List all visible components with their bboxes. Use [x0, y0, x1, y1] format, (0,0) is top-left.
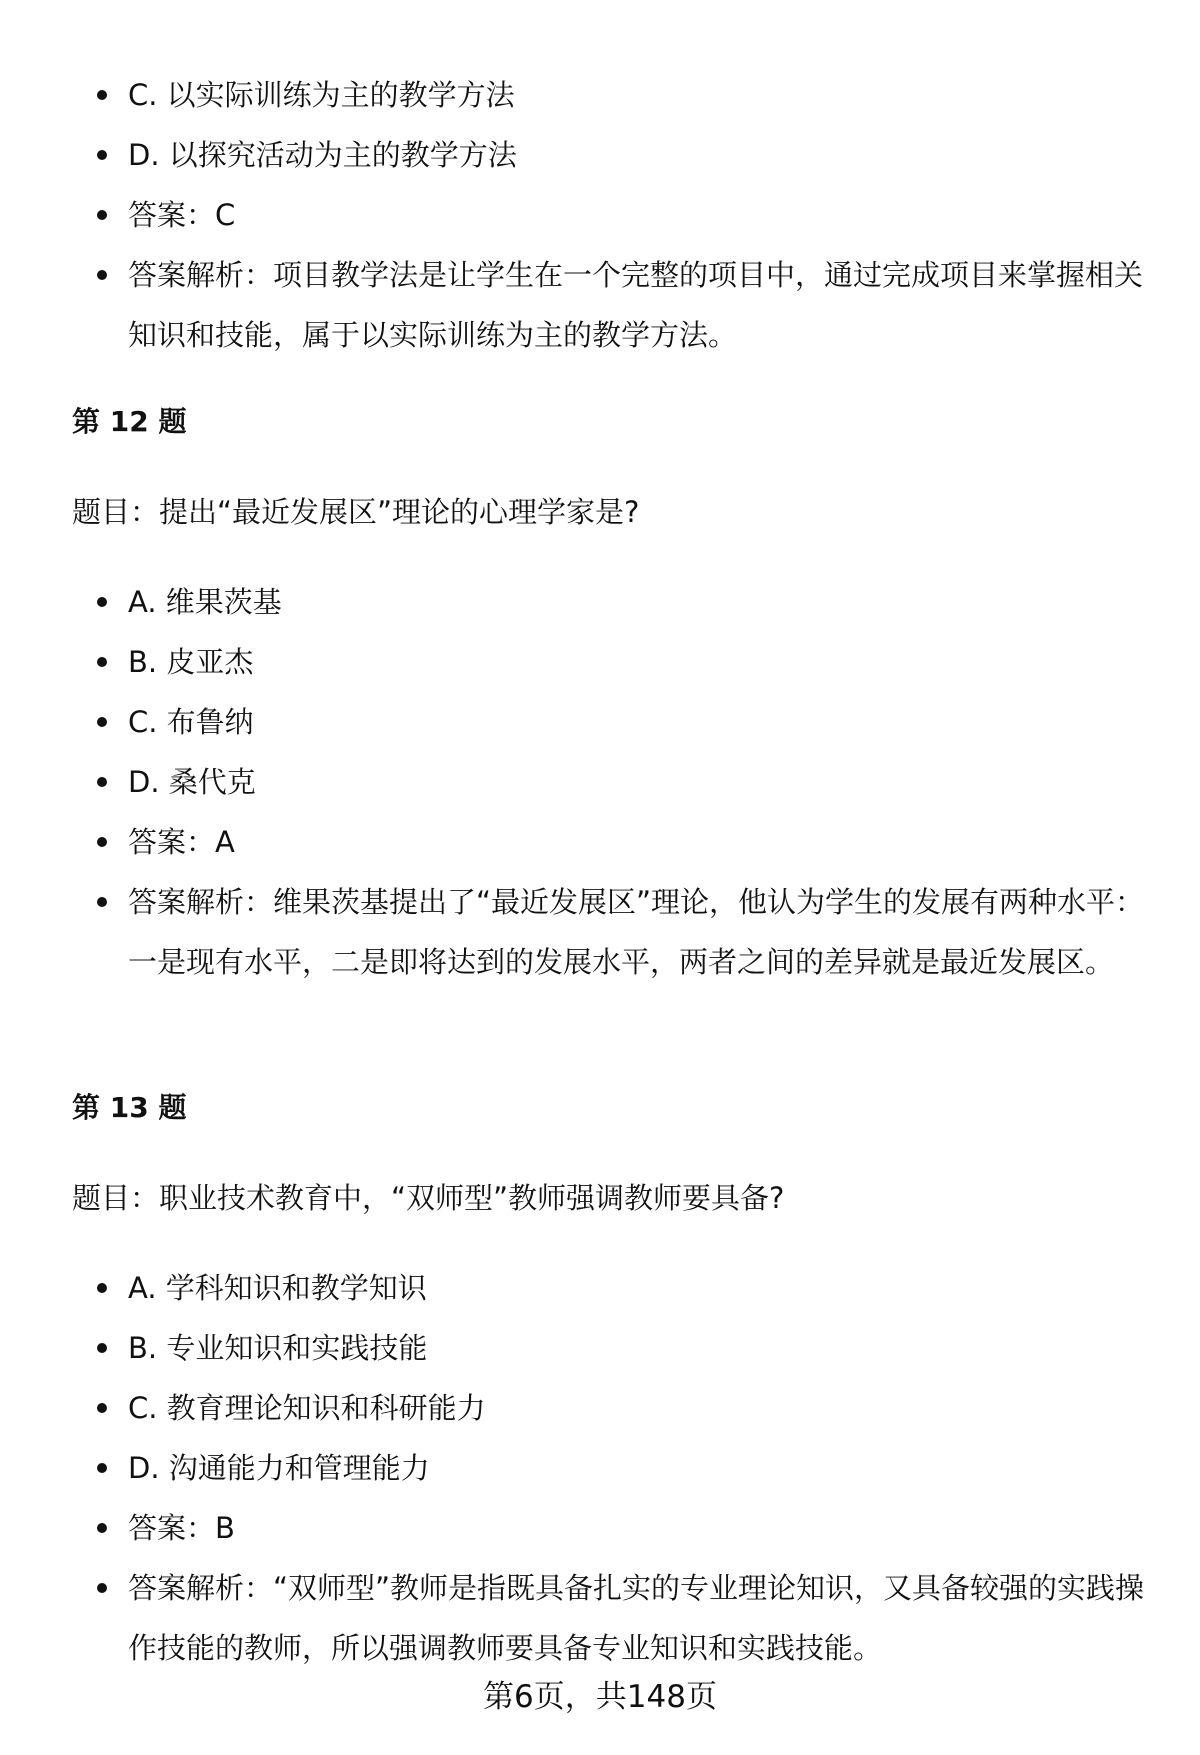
q13-answer: 答案：B: [0, 1498, 1200, 1558]
q11-option-d: D. 以探究活动为主的教学方法: [0, 125, 1200, 185]
q12-option-b: B. 皮亚杰: [0, 632, 1200, 692]
q13-options-list: [0, 1258, 1200, 1678]
q13-explanation: 答案解析：“双师型”教师是指既具备扎实的专业理论知识，又具备较强的实践操作技能的教师，所以强调教师要具备专业知识和实践技能。: [0, 1558, 1200, 1678]
q11-explanation: 答案解析：项目教学法是让学生在一个完整的项目中，通过完成项目来掌握相关知识和技能，属于以实际训练为主的教学方法。: [0, 245, 1200, 365]
q13-option-c: C. 教育理论知识和科研能力: [0, 1378, 1200, 1438]
q12-options-list: [0, 572, 1200, 992]
q12-heading: 第 12 题: [72, 405, 187, 438]
q11-answer: 答案：C: [0, 185, 1200, 245]
q12-option-c: C. 布鲁纳: [0, 692, 1200, 752]
q12-option-a: A. 维果茨基: [0, 572, 1200, 632]
q13-option-d: D. 沟通能力和管理能力: [0, 1438, 1200, 1498]
q11-options-list: [0, 65, 1200, 365]
q12-explanation: 答案解析：维果茨基提出了“最近发展区”理论，他认为学生的发展有两种水平：一是现有水平，二是即将达到的发展水平，两者之间的差异就是最近发展区。: [0, 872, 1200, 992]
q13-question: 题目：职业技术教育中，“双师型”教师强调教师要具备?: [72, 1181, 785, 1215]
q13-heading: 第 13 题: [72, 1091, 187, 1124]
q12-option-d: D. 桑代克: [0, 752, 1200, 812]
q13-option-b: B. 专业知识和实践技能: [0, 1318, 1200, 1378]
q12-answer: 答案：A: [0, 812, 1200, 872]
q11-option-c: C. 以实际训练为主的教学方法: [0, 65, 1200, 125]
q12-question: 题目：提出“最近发展区”理论的心理学家是?: [72, 495, 640, 529]
page-number-footer: 第6页，共148页: [483, 1679, 717, 1715]
q13-option-a: A. 学科知识和教学知识: [0, 1258, 1200, 1318]
